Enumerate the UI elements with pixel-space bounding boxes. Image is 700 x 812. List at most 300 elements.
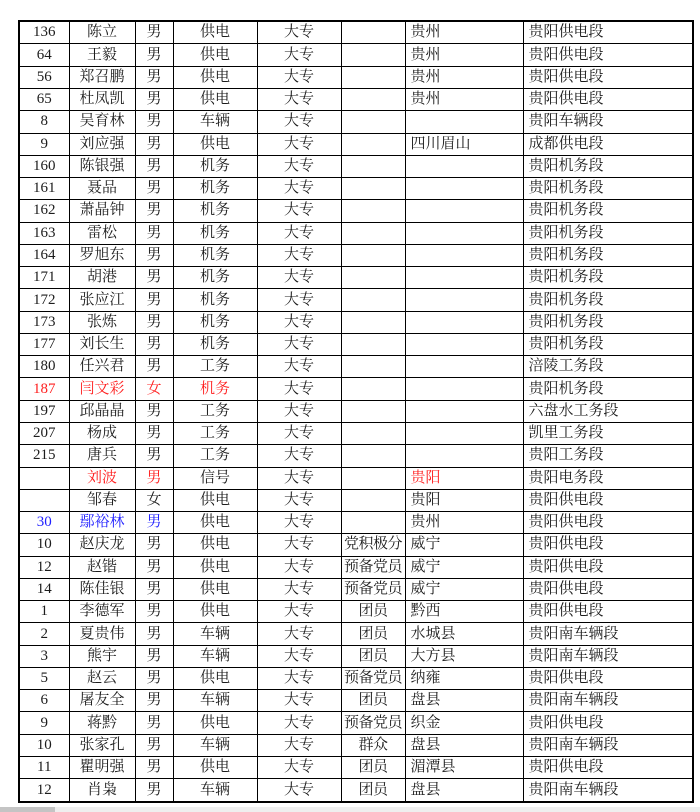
table-cell: [405, 333, 523, 355]
table-cell: 贵阳供电段: [523, 756, 693, 778]
table-cell: 12: [19, 556, 69, 578]
table-row: [19, 667, 693, 689]
table-cell: 供电: [173, 534, 257, 556]
table-cell: 男: [135, 534, 173, 556]
table-cell: [341, 311, 405, 333]
table-cell: 6: [19, 690, 69, 712]
table-cell: 男: [135, 422, 173, 444]
table-cell: 贵州: [405, 512, 523, 534]
table-cell: [341, 378, 405, 400]
table-cell: 贵阳机务段: [523, 244, 693, 266]
table-row: [19, 89, 693, 111]
table-cell: 机务: [173, 333, 257, 355]
table-cell: [341, 200, 405, 222]
table-cell: 2: [19, 623, 69, 645]
table-cell: 贵阳机务段: [523, 311, 693, 333]
table-cell: 信号: [173, 467, 257, 489]
table-cell: 163: [19, 222, 69, 244]
table-cell: 大专: [257, 222, 341, 244]
table-cell: 180: [19, 356, 69, 378]
table-cell: 大方县: [405, 645, 523, 667]
table-cell: 大专: [257, 512, 341, 534]
table-cell: 男: [135, 601, 173, 623]
table-cell: 大专: [257, 690, 341, 712]
table-cell: 工务: [173, 445, 257, 467]
table-cell: 团员: [341, 690, 405, 712]
table-cell: [341, 89, 405, 111]
table-cell: 机务: [173, 311, 257, 333]
table-row: [19, 333, 693, 355]
table-cell: 任兴君: [69, 356, 135, 378]
table-cell: 10: [19, 734, 69, 756]
table-row: [19, 756, 693, 778]
table-cell: 男: [135, 66, 173, 88]
table-cell: 聂品: [69, 178, 135, 200]
table-cell: [405, 178, 523, 200]
table-row: [19, 378, 693, 400]
table-cell: 供电: [173, 66, 257, 88]
table-row: [19, 734, 693, 756]
table-cell: 贵阳南车辆段: [523, 734, 693, 756]
table-cell: 男: [135, 244, 173, 266]
table-row: [19, 779, 693, 802]
table-cell: [341, 133, 405, 155]
table-cell: [341, 21, 405, 44]
table-cell: 贵阳南车辆段: [523, 779, 693, 802]
table-cell: [405, 378, 523, 400]
table-cell: 杜凤凯: [69, 89, 135, 111]
table-cell: 161: [19, 178, 69, 200]
table-cell: 贵阳: [405, 467, 523, 489]
table-cell: 大专: [257, 712, 341, 734]
table-cell: 陈佳银: [69, 578, 135, 600]
table-cell: 雷松: [69, 222, 135, 244]
table-cell: 136: [19, 21, 69, 44]
table-cell: 刘长生: [69, 333, 135, 355]
table-cell: [341, 222, 405, 244]
table-cell: 大专: [257, 734, 341, 756]
table-row: [19, 712, 693, 734]
table-cell: 机务: [173, 289, 257, 311]
table-cell: 蒋黔: [69, 712, 135, 734]
table-cell: 肖枭: [69, 779, 135, 802]
table-cell: 杨成: [69, 422, 135, 444]
table-cell: 贵阳南车辆段: [523, 623, 693, 645]
table-cell: 大专: [257, 21, 341, 44]
table-cell: 贵阳南车辆段: [523, 645, 693, 667]
table-cell: 171: [19, 267, 69, 289]
table-cell: 供电: [173, 712, 257, 734]
table-cell: 14: [19, 578, 69, 600]
table-cell: 大专: [257, 578, 341, 600]
table-cell: 贵阳供电段: [523, 44, 693, 66]
table-cell: 男: [135, 89, 173, 111]
table-cell: 威宁: [405, 556, 523, 578]
table-cell: 预备党员: [341, 578, 405, 600]
table-row: [19, 66, 693, 88]
table-cell: 男: [135, 200, 173, 222]
table-cell: 贵阳供电段: [523, 578, 693, 600]
table-cell: 男: [135, 467, 173, 489]
table-cell: 187: [19, 378, 69, 400]
table-cell: 赵云: [69, 667, 135, 689]
table-cell: 215: [19, 445, 69, 467]
table-cell: 177: [19, 333, 69, 355]
table-cell: 贵阳供电段: [523, 89, 693, 111]
table-cell: 男: [135, 333, 173, 355]
table-cell: 男: [135, 512, 173, 534]
horizontal-scrollbar: [0, 807, 700, 812]
table-cell: 男: [135, 445, 173, 467]
table-cell: 夏贵伟: [69, 623, 135, 645]
table-cell: 工务: [173, 356, 257, 378]
table-cell: 大专: [257, 378, 341, 400]
table-cell: 160: [19, 155, 69, 177]
table-cell: 供电: [173, 21, 257, 44]
table-cell: 盘县: [405, 779, 523, 802]
table-cell: 男: [135, 289, 173, 311]
table-cell: 邹春: [69, 489, 135, 511]
table-cell: 罗旭东: [69, 244, 135, 266]
table-cell: 男: [135, 311, 173, 333]
table-row: [19, 244, 693, 266]
table-row: [19, 311, 693, 333]
table-row: [19, 623, 693, 645]
table-row: [19, 267, 693, 289]
table-cell: 164: [19, 244, 69, 266]
table-cell: 吴育林: [69, 111, 135, 133]
table-cell: 172: [19, 289, 69, 311]
table-row: [19, 178, 693, 200]
table-cell: 供电: [173, 89, 257, 111]
table-cell: [405, 311, 523, 333]
table-row: [19, 44, 693, 66]
table-cell: [341, 155, 405, 177]
table-cell: [19, 467, 69, 489]
table-cell: 10: [19, 534, 69, 556]
table-cell: 胡港: [69, 267, 135, 289]
table-cell: 团员: [341, 601, 405, 623]
table-cell: 11: [19, 756, 69, 778]
table-cell: 大专: [257, 267, 341, 289]
table-cell: 瞿明强: [69, 756, 135, 778]
table-cell: 四川眉山: [405, 133, 523, 155]
table-cell: 机务: [173, 378, 257, 400]
table-cell: 贵阳供电段: [523, 712, 693, 734]
table-cell: 197: [19, 400, 69, 422]
table-cell: [405, 222, 523, 244]
table-cell: 56: [19, 66, 69, 88]
table-cell: 车辆: [173, 111, 257, 133]
table-row: [19, 422, 693, 444]
table-cell: 车辆: [173, 779, 257, 802]
table-cell: 男: [135, 178, 173, 200]
table-cell: 供电: [173, 601, 257, 623]
table-cell: 大专: [257, 200, 341, 222]
table-row: [19, 400, 693, 422]
table-row: [19, 690, 693, 712]
table-cell: 男: [135, 667, 173, 689]
table-cell: 男: [135, 21, 173, 44]
table-cell: 大专: [257, 489, 341, 511]
table-cell: 群众: [341, 734, 405, 756]
table-cell: 大专: [257, 66, 341, 88]
table-cell: 张应江: [69, 289, 135, 311]
table-cell: 大专: [257, 44, 341, 66]
table-cell: 机务: [173, 155, 257, 177]
table-cell: 唐兵: [69, 445, 135, 467]
table-cell: 黔西: [405, 601, 523, 623]
table-cell: 团员: [341, 623, 405, 645]
table-row: [19, 556, 693, 578]
table-cell: 刘波: [69, 467, 135, 489]
table-cell: 威宁: [405, 578, 523, 600]
table-cell: [341, 111, 405, 133]
table-cell: 供电: [173, 489, 257, 511]
table-cell: 张炼: [69, 311, 135, 333]
table-cell: 大专: [257, 779, 341, 802]
table-cell: 大专: [257, 111, 341, 133]
table-cell: 男: [135, 400, 173, 422]
table-cell: 纳雍: [405, 667, 523, 689]
table-cell: 8: [19, 111, 69, 133]
table-cell: 男: [135, 111, 173, 133]
table-cell: 六盘水工务段: [523, 400, 693, 422]
table-cell: 机务: [173, 244, 257, 266]
table-cell: 熊宇: [69, 645, 135, 667]
table-cell: 供电: [173, 44, 257, 66]
table-cell: 赵锴: [69, 556, 135, 578]
table-cell: [341, 356, 405, 378]
table-cell: [405, 111, 523, 133]
table-cell: 工务: [173, 400, 257, 422]
table-cell: 盘县: [405, 690, 523, 712]
table-cell: 贵阳机务段: [523, 378, 693, 400]
table-cell: 刘应强: [69, 133, 135, 155]
personnel-table-body: [19, 21, 693, 802]
table-cell: 预备党员: [341, 556, 405, 578]
table-cell: 邱晶晶: [69, 400, 135, 422]
table-cell: 李德军: [69, 601, 135, 623]
table-cell: 大专: [257, 133, 341, 155]
table-row: [19, 155, 693, 177]
table-cell: 成都供电段: [523, 133, 693, 155]
table-row: [19, 222, 693, 244]
table-cell: [341, 44, 405, 66]
table-cell: 预备党员: [341, 712, 405, 734]
table-cell: 陈立: [69, 21, 135, 44]
table-cell: 大专: [257, 356, 341, 378]
table-cell: 男: [135, 133, 173, 155]
table-cell: 贵阳供电段: [523, 512, 693, 534]
table-cell: 威宁: [405, 534, 523, 556]
table-row: [19, 111, 693, 133]
table-row: [19, 534, 693, 556]
table-cell: [341, 400, 405, 422]
table-cell: 贵州: [405, 21, 523, 44]
table-cell: [405, 155, 523, 177]
table-cell: 贵阳: [405, 489, 523, 511]
table-row: [19, 133, 693, 155]
table-cell: 大专: [257, 400, 341, 422]
table-cell: 郑召鹏: [69, 66, 135, 88]
table-cell: 女: [135, 489, 173, 511]
table-cell: 大专: [257, 244, 341, 266]
table-cell: 贵阳机务段: [523, 178, 693, 200]
table-cell: 水城县: [405, 623, 523, 645]
table-cell: [405, 200, 523, 222]
table-cell: [405, 244, 523, 266]
table-cell: 贵阳机务段: [523, 222, 693, 244]
table-cell: 男: [135, 734, 173, 756]
table-cell: 贵阳供电段: [523, 556, 693, 578]
table-cell: 团员: [341, 779, 405, 802]
table-cell: 大专: [257, 178, 341, 200]
table-cell: 机务: [173, 267, 257, 289]
table-cell: 贵阳机务段: [523, 333, 693, 355]
table-cell: 大专: [257, 445, 341, 467]
table-cell: 团员: [341, 756, 405, 778]
table-cell: 大专: [257, 601, 341, 623]
table-cell: 凯里工务段: [523, 422, 693, 444]
table-cell: [341, 467, 405, 489]
table-cell: 贵阳车辆段: [523, 111, 693, 133]
table-cell: 王毅: [69, 44, 135, 66]
table-cell: 供电: [173, 512, 257, 534]
table-cell: 207: [19, 422, 69, 444]
table-cell: [405, 267, 523, 289]
table-cell: 贵阳供电段: [523, 66, 693, 88]
table-row: [19, 578, 693, 600]
table-cell: 大专: [257, 289, 341, 311]
table-cell: [405, 445, 523, 467]
table-cell: 供电: [173, 578, 257, 600]
table-cell: [341, 66, 405, 88]
table-cell: 162: [19, 200, 69, 222]
table-cell: 贵阳供电段: [523, 667, 693, 689]
table-cell: [341, 289, 405, 311]
table-cell: 涪陵工务段: [523, 356, 693, 378]
table-cell: 车辆: [173, 690, 257, 712]
table-cell: 工务: [173, 422, 257, 444]
table-cell: 12: [19, 779, 69, 802]
table-cell: 173: [19, 311, 69, 333]
table-cell: 机务: [173, 200, 257, 222]
table-cell: 贵州: [405, 44, 523, 66]
table-cell: 大专: [257, 422, 341, 444]
table-cell: 男: [135, 712, 173, 734]
table-cell: 9: [19, 712, 69, 734]
table-row: [19, 445, 693, 467]
table-cell: 男: [135, 690, 173, 712]
table-cell: 闫文彩: [69, 378, 135, 400]
table-cell: 男: [135, 779, 173, 802]
table-cell: 大专: [257, 756, 341, 778]
table-cell: 党积极分: [341, 534, 405, 556]
table-row: [19, 200, 693, 222]
table-cell: 屠友全: [69, 690, 135, 712]
table-cell: 30: [19, 512, 69, 534]
table-cell: [341, 422, 405, 444]
table-row: [19, 601, 693, 623]
table-cell: 贵阳工务段: [523, 445, 693, 467]
table-cell: 鄢裕林: [69, 512, 135, 534]
table-cell: 张家孔: [69, 734, 135, 756]
table-cell: 大专: [257, 311, 341, 333]
scrollbar-thumb[interactable]: [0, 807, 55, 812]
table-cell: [19, 489, 69, 511]
table-cell: [341, 267, 405, 289]
table-cell: [405, 422, 523, 444]
table-row: [19, 467, 693, 489]
table-row: [19, 512, 693, 534]
table-cell: 贵阳电务段: [523, 467, 693, 489]
table-cell: 供电: [173, 667, 257, 689]
table-cell: 大专: [257, 155, 341, 177]
table-cell: 64: [19, 44, 69, 66]
table-cell: 预备党员: [341, 667, 405, 689]
table-cell: 男: [135, 44, 173, 66]
table-cell: 贵阳供电段: [523, 21, 693, 44]
table-cell: [341, 445, 405, 467]
table-cell: 萧晶钟: [69, 200, 135, 222]
table-row: [19, 356, 693, 378]
table-cell: 贵州: [405, 89, 523, 111]
table-cell: [405, 356, 523, 378]
table-cell: [405, 400, 523, 422]
table-cell: 贵阳机务段: [523, 267, 693, 289]
table-cell: 1: [19, 601, 69, 623]
table-cell: 贵阳南车辆段: [523, 690, 693, 712]
table-cell: 贵阳机务段: [523, 289, 693, 311]
table-cell: 贵阳供电段: [523, 601, 693, 623]
table-cell: 男: [135, 155, 173, 177]
table-cell: 车辆: [173, 623, 257, 645]
table-cell: 大专: [257, 556, 341, 578]
table-cell: 男: [135, 222, 173, 244]
table-row: [19, 289, 693, 311]
table-cell: 贵州: [405, 66, 523, 88]
table-cell: 男: [135, 645, 173, 667]
personnel-table: [18, 20, 694, 803]
table-cell: [341, 489, 405, 511]
table-cell: 大专: [257, 89, 341, 111]
table-cell: [405, 289, 523, 311]
table-row: [19, 21, 693, 44]
table-cell: 男: [135, 756, 173, 778]
table-cell: 车辆: [173, 645, 257, 667]
table-cell: 贵阳机务段: [523, 155, 693, 177]
table-cell: 5: [19, 667, 69, 689]
table-row: [19, 489, 693, 511]
table-cell: 大专: [257, 623, 341, 645]
table-cell: 大专: [257, 645, 341, 667]
table-cell: [341, 333, 405, 355]
table-cell: 赵庆龙: [69, 534, 135, 556]
table-cell: 盘县: [405, 734, 523, 756]
table-cell: 男: [135, 578, 173, 600]
table-cell: 湄潭县: [405, 756, 523, 778]
table-cell: 3: [19, 645, 69, 667]
table-cell: 贵阳机务段: [523, 200, 693, 222]
table-cell: [341, 512, 405, 534]
table-cell: 车辆: [173, 734, 257, 756]
table-cell: 贵阳供电段: [523, 489, 693, 511]
table-cell: [341, 244, 405, 266]
table-cell: 陈银强: [69, 155, 135, 177]
table-cell: 大专: [257, 534, 341, 556]
table-row: [19, 645, 693, 667]
